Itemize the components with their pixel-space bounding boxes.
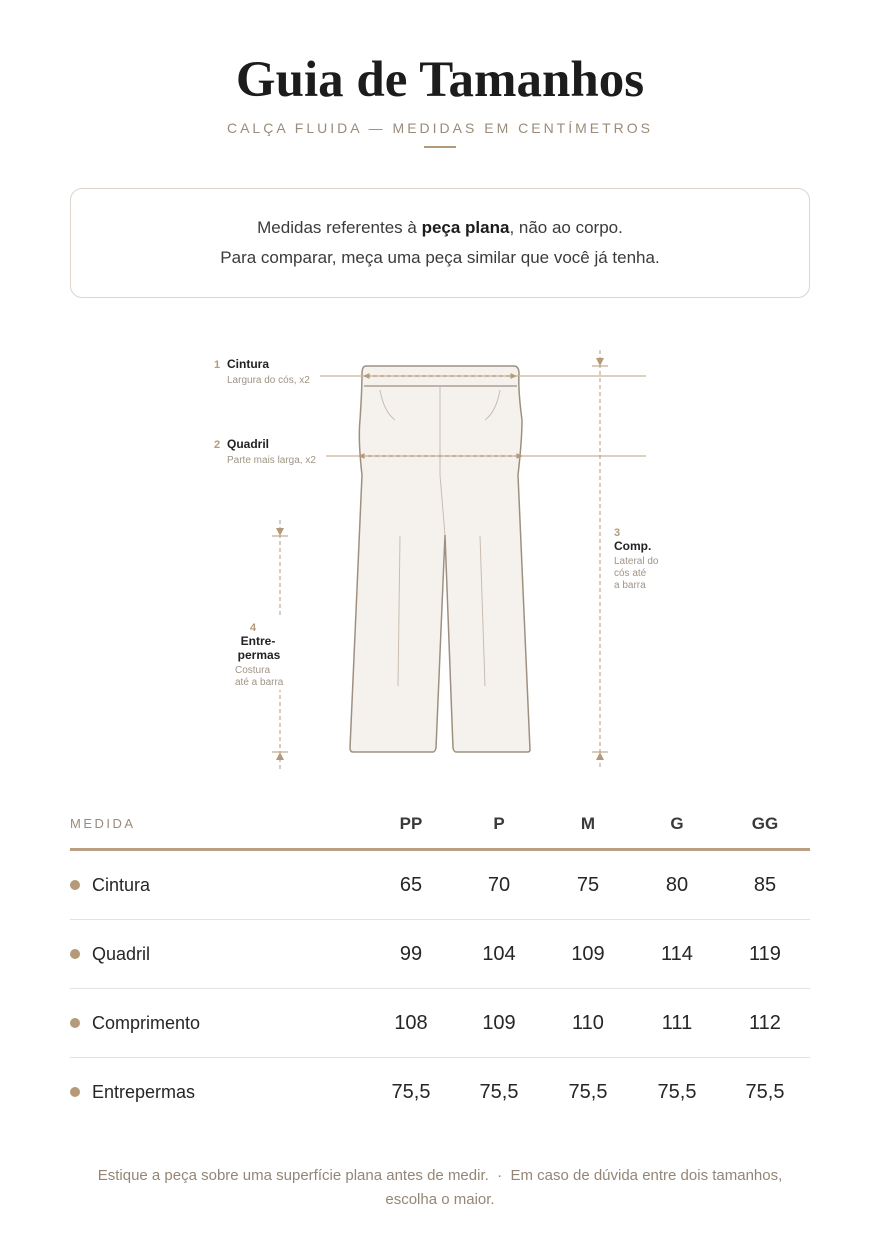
header-size-m: M: [580, 814, 596, 833]
note-text-bold: peça plana: [421, 218, 510, 237]
pants-illustration: [350, 366, 530, 752]
header-size-pp: PP: [399, 814, 423, 833]
table-cell: 110: [572, 1012, 604, 1034]
hip-label: Quadril: [227, 437, 270, 451]
length-desc-2: cós até: [614, 568, 647, 579]
table-cell: 75,5: [745, 1081, 785, 1103]
inseam-number: 4: [249, 622, 257, 634]
bullet-dot: [70, 1087, 80, 1097]
table-cell: 114: [661, 943, 693, 965]
waist-number: 1: [214, 359, 221, 371]
length-number: 3: [614, 527, 621, 539]
note-text-before: Medidas referentes à: [257, 218, 422, 237]
note-text-after: , não ao corpo.: [509, 218, 623, 237]
note-line-2: Para comparar, meça uma peça similar que você já tenha.: [220, 248, 660, 267]
title-divider: [424, 146, 456, 148]
size-table: [70, 800, 810, 1126]
table-cell: 75,5: [479, 1081, 519, 1103]
bullet-dot: [70, 949, 80, 959]
table-cell: 99: [399, 943, 423, 965]
length-measure: [592, 350, 659, 770]
footer-note: [90, 1164, 790, 1212]
footer-line-1: Estique a peça sobre uma superfície plana antes de medir. · Em caso de dúvida entre dois tamanhos,: [97, 1167, 783, 1184]
page-subtitle: CALÇA FLUIDA — MEDIDAS EM CENTÍMETROS: [226, 120, 654, 136]
hip-number: 2: [214, 439, 221, 451]
table-cell: 80: [665, 874, 689, 896]
table-row-comprimento: [70, 989, 810, 1058]
table-cell: 109: [571, 943, 605, 965]
waist-label: Cintura: [227, 357, 269, 371]
pants-diagram: [0, 330, 880, 780]
table-cell: 85: [753, 874, 777, 896]
table-cell: 119: [749, 943, 781, 965]
table-cell: 75: [576, 874, 600, 896]
table-cell: 65: [399, 874, 423, 896]
inseam-desc-1: Costura: [235, 665, 271, 676]
inseam-desc-2: até a barra: [235, 677, 284, 688]
footer-line-2: escolha o maior.: [385, 1191, 495, 1208]
table-cell: 112: [749, 1012, 781, 1034]
header-size-p: P: [493, 814, 505, 833]
length-desc-3: a barra: [614, 580, 646, 591]
table-cell: 75,5: [568, 1081, 608, 1103]
row-label: Entrepermas: [92, 1082, 196, 1102]
bullet-dot: [70, 880, 80, 890]
table-header: [70, 800, 810, 851]
row-label: Comprimento: [92, 1013, 201, 1033]
row-label: Cintura: [92, 875, 151, 895]
table-cell: 75,5: [657, 1081, 697, 1103]
table-cell: 111: [661, 1012, 693, 1034]
table-cell: 109: [482, 1012, 516, 1034]
length-desc-1: Lateral do: [614, 556, 659, 567]
table-cell: 70: [487, 874, 511, 896]
bullet-dot: [70, 1018, 80, 1028]
table-row-cintura: [70, 851, 810, 920]
note-line-1: [71, 218, 809, 238]
waist-desc: Largura do cós, x2: [227, 375, 310, 386]
inseam-label-1: Entre-: [240, 634, 276, 648]
table-cell: 108: [394, 1012, 428, 1034]
measurement-note: [70, 188, 810, 298]
hip-desc: Parte mais larga, x2: [227, 455, 316, 466]
table-cell: 75,5: [391, 1081, 431, 1103]
inseam-measure: [232, 520, 292, 770]
inseam-label-2: permas: [237, 648, 281, 662]
header-size-g: G: [670, 814, 684, 833]
page-title: Guia de Tamanhos: [235, 52, 645, 108]
header-size-gg: GG: [751, 814, 779, 833]
table-row-quadril: [70, 920, 810, 989]
table-cell: 104: [482, 943, 516, 965]
table-row-entrepermas: [70, 1058, 810, 1126]
row-label: Quadril: [92, 944, 151, 964]
length-label: Comp.: [614, 539, 652, 553]
header-measure-label: MEDIDA: [70, 816, 136, 831]
